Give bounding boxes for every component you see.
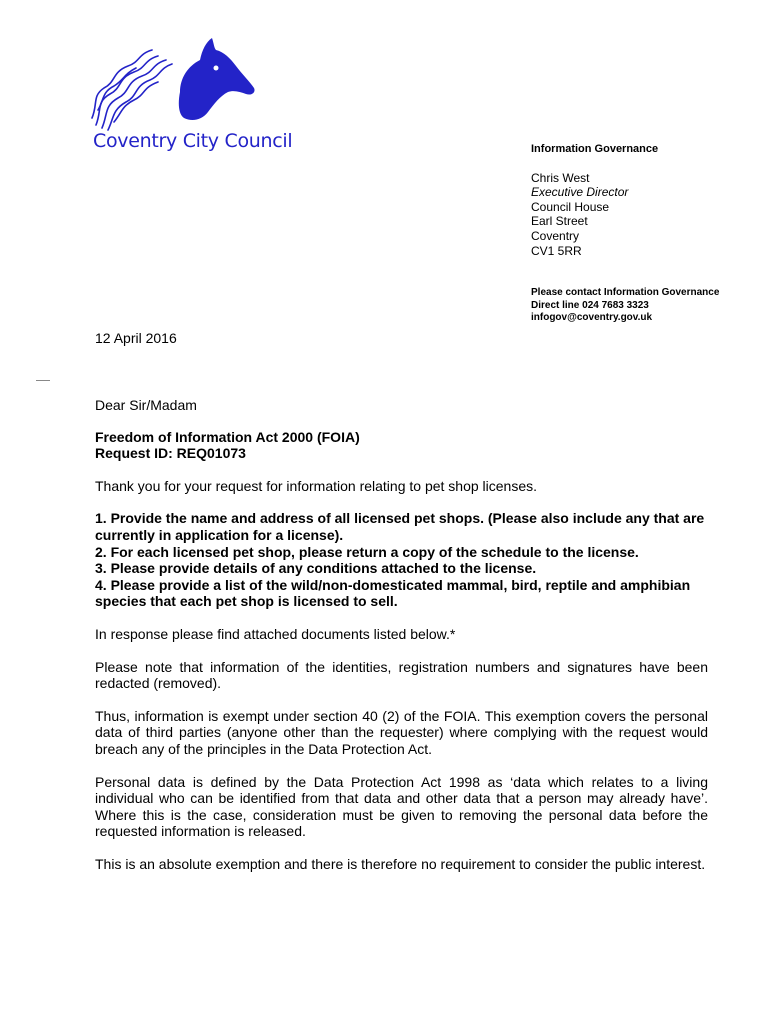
horse-head-icon xyxy=(88,30,303,135)
sender-name: Chris West xyxy=(531,170,590,185)
request-item: 4. Please provide a list of the wild/non-domesticated mammal, bird, reptile and amphibian species that each pet shop is licensed to sell. xyxy=(95,576,691,610)
request-list xyxy=(95,510,708,610)
letter-body xyxy=(95,397,708,888)
address-line: Earl Street xyxy=(531,214,588,229)
council-logo xyxy=(88,30,303,160)
letter-date: 12 April 2016 xyxy=(95,330,177,346)
fold-mark xyxy=(36,380,50,381)
direct-line: Direct line 024 7683 3323 xyxy=(531,299,649,311)
sender-role: Executive Director xyxy=(531,185,629,200)
intro-paragraph: Thank you for your request for information relating to pet shop licenses. xyxy=(95,477,538,494)
body-paragraph: This is an absolute exemption and there is therefore no requirement to consider the public interest. xyxy=(95,855,706,872)
body-paragraph: Please note that information of the identities, registration numbers and signatures have been redacted (removed). xyxy=(95,658,708,692)
contact-line: Please contact Information Governance xyxy=(531,287,720,298)
body-paragraph: In response please find attached documents listed below.* xyxy=(95,625,456,642)
sender-address-block xyxy=(531,142,658,258)
department: Information Governance xyxy=(531,143,659,155)
request-item: 2. For each licensed pet shop, please return a copy of the schedule to the license. xyxy=(95,543,639,560)
subject xyxy=(95,429,708,462)
address-line: Coventry xyxy=(531,228,580,243)
council-name: Coventry City Council xyxy=(93,130,293,152)
body-paragraph: Thus, information is exempt under section 40 (2) of the FOIA. This exemption covers the personal data of third parties (anyone other than the requester) where complying with the request would breach any of the principles in the Data Protection Act. xyxy=(95,707,708,757)
greeting: Dear Sir/Madam xyxy=(95,397,197,413)
address-line: CV1 5RR xyxy=(531,243,582,258)
body-paragraph: Personal data is defined by the Data Protection Act 1998 as ‘data which relates to a living individual who can be identified from that data and other data that a person may already have’. Where this is the case, consideration must be given to removing the personal data before the requested information is released. xyxy=(95,773,708,840)
contact-email: infogov@coventry.gov.uk xyxy=(531,312,653,323)
request-item: 3. Please provide details of any conditions attached to the license. xyxy=(95,560,537,577)
request-item: 1. Provide the name and address of all licensed pet shops. (Please also include any that are currently in application for a license). xyxy=(95,510,705,543)
request-id: Request ID: REQ01073 xyxy=(95,445,246,462)
contact-block xyxy=(531,287,719,325)
address-line: Council House xyxy=(531,199,610,214)
subject-line: Freedom of Information Act 2000 (FOIA) xyxy=(95,428,360,445)
